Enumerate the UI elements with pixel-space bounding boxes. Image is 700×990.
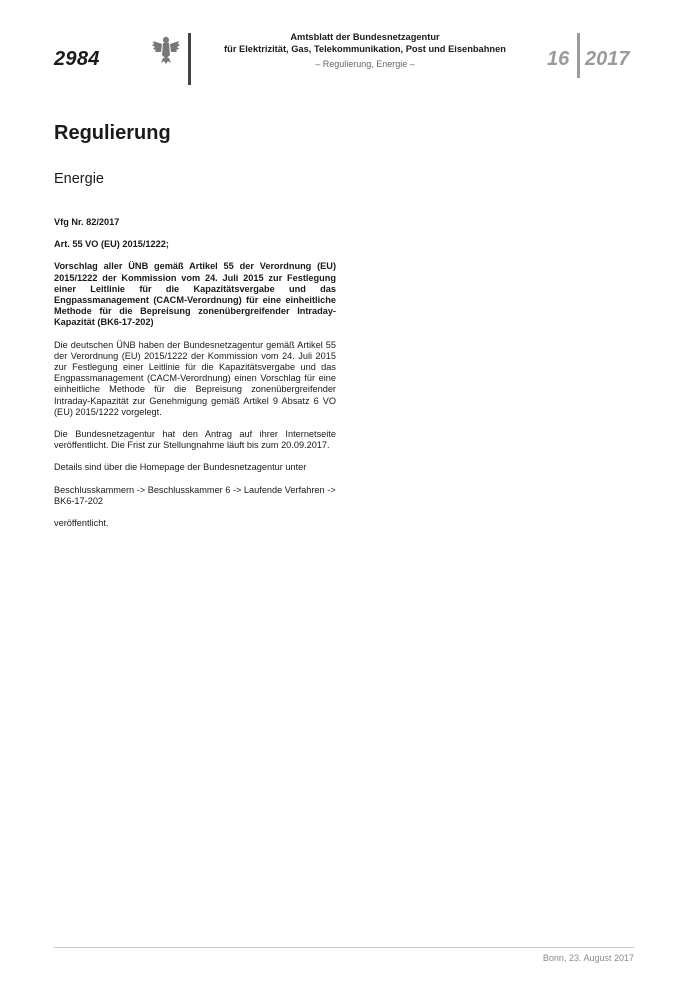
paragraph-1: Die deutschen ÜNB haben der Bundesnetzagentur gemäß Artikel 55 der Verordnung (EU) 2015/1222 der Kommission vom 24. Juli 2015 zur Festlegung einer Leitlinie für die Kapazitätsvergabe und das Engpassmanagement (CACM-Verordnung) einen Vorschlag für eine einheitliche Methode für die Bepreisung zonenübergreifender Intraday-Kapazität zur Genehmigung gemäß Artikel 9 Absatz 6 VO (EU) 2015/1222 vorgelegt. bbox=[54, 339, 336, 417]
section-title: Regulierung bbox=[54, 122, 171, 144]
paragraph-3: Details sind über die Homepage der Bundesnetzagentur unter bbox=[54, 462, 307, 473]
page-number: 2984 bbox=[54, 48, 100, 70]
legal-reference: Art. 55 VO (EU) 2015/1222; bbox=[54, 239, 169, 250]
section-subtitle: Energie bbox=[54, 171, 104, 187]
gazette-title-line-2: für Elektrizität, Gas, Telekommunikation, Post und Eisenbahnen bbox=[224, 44, 506, 54]
paragraph-2: Die Bundesnetzagentur hat den Antrag auf ihrer Internetseite veröffentlicht. Die Frist zur Stellungnahme läuft bis zum 20.09.2017. bbox=[54, 429, 336, 451]
gazette-subtitle: – Regulierung, Energie – bbox=[315, 59, 415, 69]
footer-date: Bonn, 23. August 2017 bbox=[542, 953, 634, 963]
header-divider bbox=[188, 33, 191, 85]
gazette-title bbox=[215, 31, 515, 55]
navigation-path: Beschlusskammern -> Beschlusskammer 6 -> Laufende Verfahren -> BK6-17-202 bbox=[54, 484, 336, 506]
vfg-number: Vfg Nr. 82/2017 bbox=[54, 217, 120, 227]
article-body bbox=[54, 217, 336, 540]
issue-year: 2017 bbox=[585, 48, 630, 70]
issue-number: 16 bbox=[547, 48, 570, 70]
gazette-title-line-1: Amtsblatt der Bundesnetzagentur bbox=[290, 32, 440, 42]
footer-divider bbox=[54, 947, 634, 948]
paragraph-5: veröffentlicht. bbox=[54, 518, 109, 529]
federal-eagle-icon bbox=[152, 33, 180, 65]
article-heading: Vorschlag aller ÜNB gemäß Artikel 55 der Verordnung (EU) 2015/1222 der Kommission vom 24. Juli 2015 zur Festlegung einer Leitlinie für die Kapazitätsvergabe und das Engpassmanagement (CACM-Verordnung) für eine einheitliche Methode für die Bepreisung zonenübergreifender Intraday-Kapazität (BK6-17-202) bbox=[54, 261, 336, 328]
issue-divider bbox=[577, 33, 580, 78]
